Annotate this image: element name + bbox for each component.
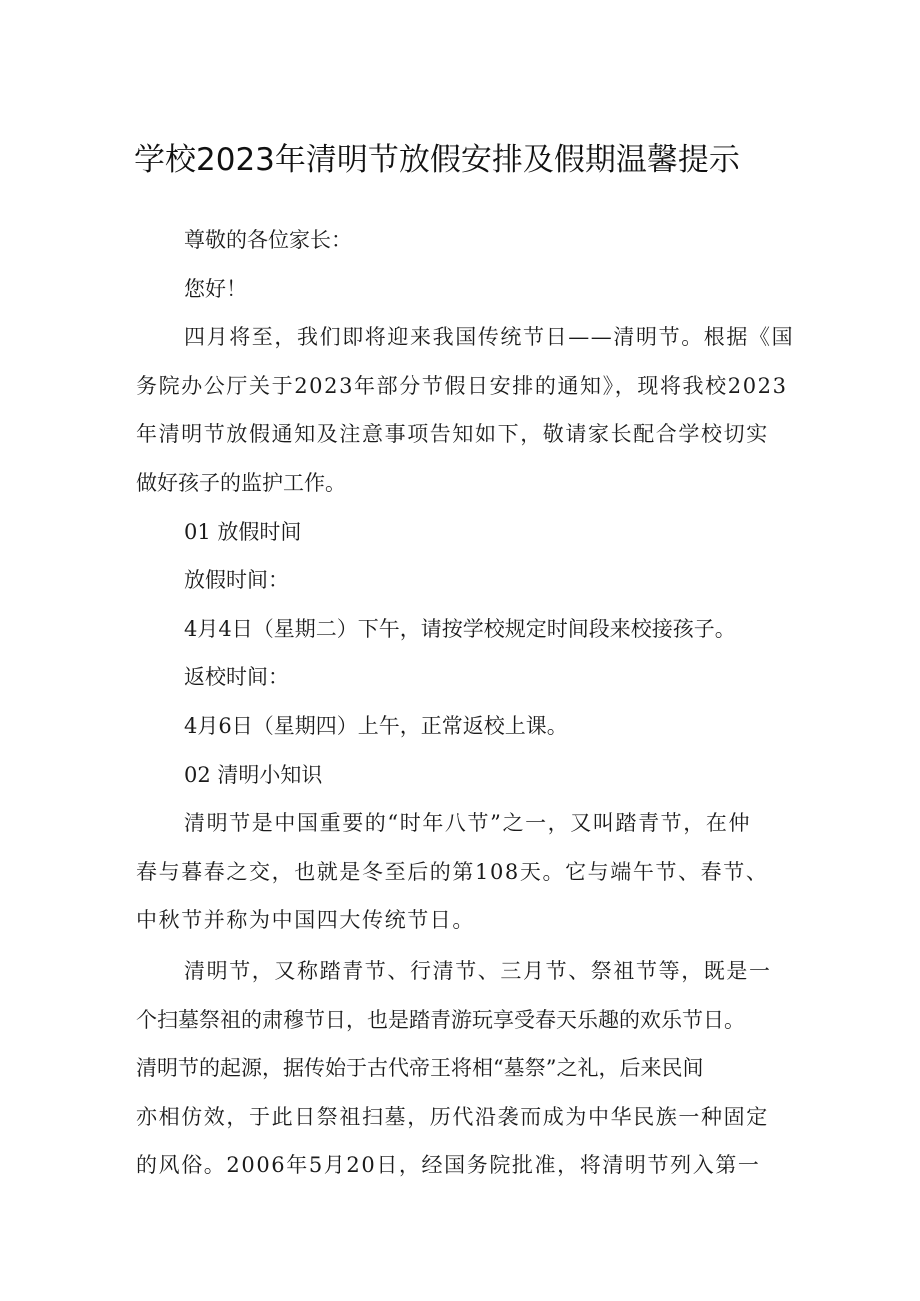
section-heading-holiday-time: 01 放假时间 — [184, 519, 302, 544]
section-heading-knowledge: 02 清明小知识 — [184, 762, 323, 787]
knowledge-paragraph-2-line-1: 清明节，又称踏青节、行清节、三月节、祭祖节等，既是一 — [184, 958, 772, 983]
knowledge-paragraph-2-line-5: 的风俗。2006年5月20日，经国务院批准，将清明节列入第一 — [136, 1153, 761, 1178]
knowledge-paragraph-2-line-2: 个扫墓祭祖的肃穆节日，也是踏青游玩享受春天乐趣的欢乐节日。 — [136, 1007, 745, 1032]
knowledge-paragraph-2-line-3: 清明节的起源，据传始于古代帝王将相“墓祭”之礼，后来民间 — [136, 1056, 704, 1081]
return-time-detail: 4月6日（星期四）上午，正常返校上课。 — [184, 713, 568, 738]
knowledge-paragraph-1-line-1: 清明节是中国重要的“时年八节”之一，又叫踏青节，在仲 — [184, 811, 752, 836]
knowledge-paragraph-2-line-4: 亦相仿效，于此日祭祖扫墓，历代沿袭而成为中华民族一种固定 — [136, 1104, 769, 1129]
salutation-line: 您好！ — [184, 276, 247, 301]
greeting-line: 尊敬的各位家长： — [184, 228, 352, 252]
intro-paragraph-line-3: 年清明节放假通知及注意事项告知如下，敬请家长配合学校切实 — [136, 422, 769, 447]
intro-paragraph-line-1: 四月将至，我们即将迎来我国传统节日——清明节。根据《国 — [184, 325, 795, 350]
document-title: 学校2023年清明节放假安排及假期温馨提示 — [134, 142, 740, 178]
knowledge-paragraph-1-line-2: 春与暮春之交，也就是冬至后的第108天。它与端午节、春节、 — [136, 859, 769, 884]
document-body — [136, 216, 796, 1190]
intro-paragraph-line-2: 务院办公厅关于2023年部分节假日安排的通知》，现将我校2023 — [136, 373, 788, 398]
holiday-start-label: 放假时间： — [184, 568, 289, 593]
holiday-start-detail: 4月4日（星期二）下午，请按学校规定时间段来校接孩子。 — [184, 616, 736, 641]
return-time-label: 返校时间： — [184, 665, 289, 690]
intro-paragraph-line-4: 做好孩子的监护工作。 — [136, 470, 346, 495]
knowledge-paragraph-1-line-3: 中秋节并称为中国四大传统节日。 — [136, 908, 475, 933]
